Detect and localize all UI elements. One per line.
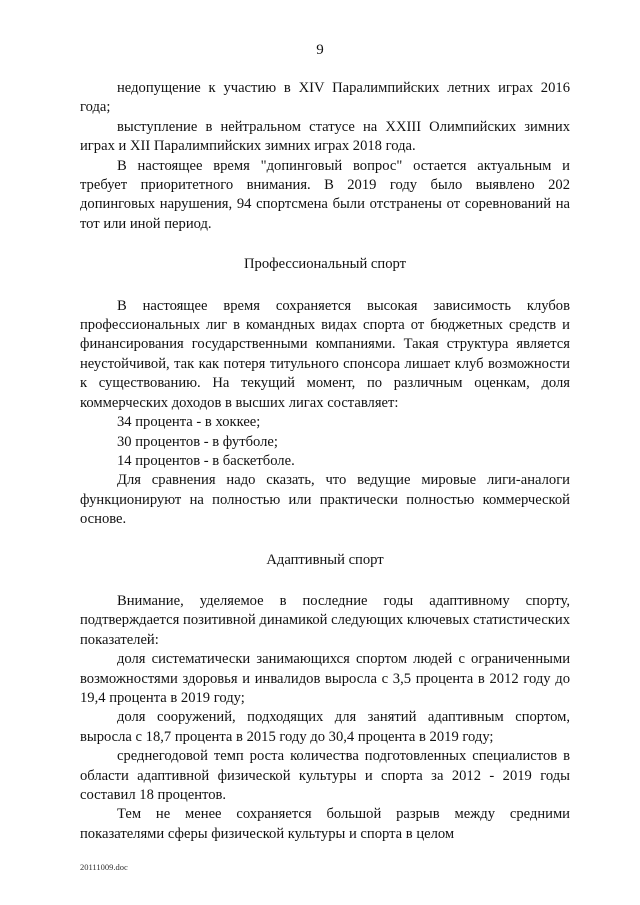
paragraph: Тем не менее сохраняется большой разрыв между средними показателями сферы физической культуры и спорта в целом xyxy=(80,806,570,842)
paragraph: Для сравнения надо сказать, что ведущие мировые лиги-аналоги функционируют на полностью или практически полностью коммерческой основе. xyxy=(80,472,570,528)
paragraph: В настоящее время "допинговый вопрос" остается актуальным и требует приоритетного внимания. В 2019 году было выявлено 202 допинговых нарушения, 94 спортсмена были отстранены от соревнований на тот или иной период. xyxy=(80,157,570,232)
footer-filename: 20111009.doc xyxy=(80,862,128,872)
paragraph: выступление в нейтральном статусе на XXIII Олимпийских зимних играх и XII Паралимпийских зимних играх 2018 года. xyxy=(80,118,570,155)
list-item: 14 процентов - в баскетболе. xyxy=(117,452,295,469)
paragraph: недопущение к участию в XIV Паралимпийских летних играх 2016 года; xyxy=(80,80,570,116)
page-number: 9 xyxy=(316,42,324,58)
paragraph: В настоящее время сохраняется высокая зависимость клубов профессиональных лиг в командных видах спорта от бюджетных средств и финансирования государственными компаниями. Такая структура является неустойчивой, так как потеря титульного спонсора лишает клуб возможности к существованию. На текущий момент, по различным оценкам, доля коммерческих доходов в высших лигах составляет: xyxy=(80,297,570,411)
section-heading-adaptive-sport: Адаптивный спорт xyxy=(266,551,384,568)
list-item: 30 процентов - в футболе; xyxy=(117,433,278,450)
document-body xyxy=(80,79,570,844)
section-heading-professional-sport: Профессиональный спорт xyxy=(244,256,406,273)
list-item: доля систематически занимающихся спортом людей с ограниченными возможностями здоровья и инвалидов выросла с 3,5 процента в 2012 году до 19,4 процента в 2019 году; xyxy=(80,651,570,706)
paragraph: Внимание, уделяемое в последние годы адаптивному спорту, подтверждается позитивной динамикой следующих ключевых статистических показателей: xyxy=(80,592,570,648)
list-item: доля сооружений, подходящих для занятий адаптивным спортом, выросла с 18,7 процента в 2015 году до 30,4 процента в 2019 году; xyxy=(80,709,570,745)
list-item: среднегодовой темп роста количества подготовленных специалистов в области адаптивной физической культуры и спорта за 2012 - 2019 годы составил 18 процентов. xyxy=(80,748,570,803)
list-item: 34 процента - в хоккее; xyxy=(117,414,261,431)
